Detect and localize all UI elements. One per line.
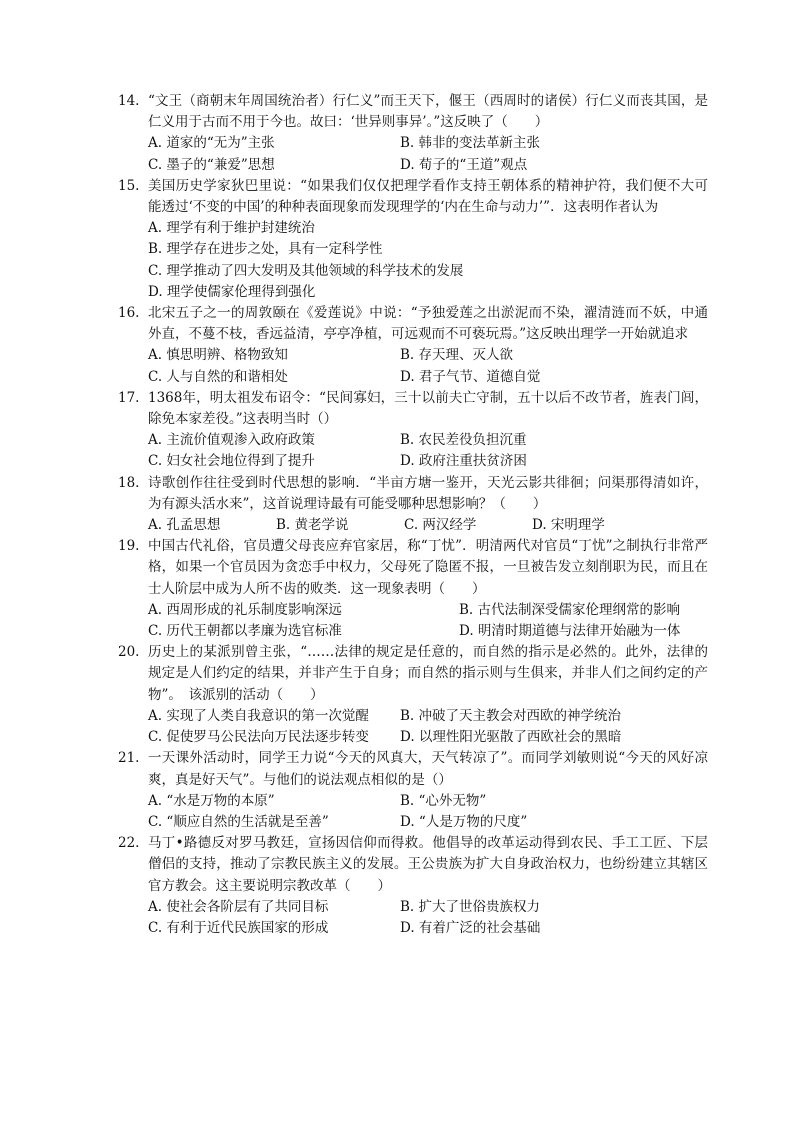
question-number: 14. xyxy=(118,93,140,109)
option-d: D. 政府注重扶贫济困 xyxy=(400,453,527,470)
option-d: D. 明清时期道德与法律开始融为一体 xyxy=(459,623,681,640)
options xyxy=(148,600,708,642)
question-stem: “文王（商朝末年周国统治者）行仁义”而王天下，偃王（西周时的诸侯）行仁义而丧其国，是仁义用于古而不用于今也。故曰：‘世异则事异’。”这反映了（ ） xyxy=(148,93,708,131)
question-number: 15. xyxy=(118,177,140,194)
option-a: A. 实现了人类自我意识的第一次觉醒 xyxy=(148,707,369,724)
option-a: A. 慎思明辨、格物致知 xyxy=(148,347,288,364)
question-stem: 北宋五子之一的周敦颐在《爱莲说》中说：“予独爱莲之出淤泥而不染，濯清涟而不妖，中通外直，不蔓不枝，香远益清，亭亭净植，可远观而不可亵玩焉。”这反映出理学一开始就追求 xyxy=(148,305,708,343)
option-c: C. 两汉经学 xyxy=(404,517,477,534)
option-d: D. “人是万物的尺度” xyxy=(400,813,528,830)
option-a: A. 理学有利于维护封建统治 xyxy=(148,220,315,237)
option-d: D. 荀子的“王道”观点 xyxy=(400,156,528,173)
option-b: B. 存天理、灭人欲 xyxy=(400,347,514,364)
options xyxy=(148,706,708,748)
option-b: B. 扩大了世俗贵族权力 xyxy=(400,898,541,915)
question-16 xyxy=(118,303,708,388)
option-a: A. 使社会各阶层有了共同目标 xyxy=(148,898,329,915)
option-c: C. “顺应自然的生活就是至善” xyxy=(148,813,329,830)
option-b: B. 农民差役负担沉重 xyxy=(400,432,527,449)
option-d: D. 理学使儒家伦理得到强化 xyxy=(148,283,316,300)
question-number: 21. xyxy=(118,750,140,767)
option-c: C. 妇女社会地位得到了提升 xyxy=(148,453,315,470)
question-stem: 马丁•路德反对罗马教廷，宣扬因信仰而得救。他倡导的改革运动得到农民、手工工匠、下层僧侣的支持，推动了宗教民族主义的发展。王公贵族为扩大自身政治权力，也纷纷建立其辖区官方教会。这主要说明宗教改革（ ） xyxy=(148,835,708,894)
options xyxy=(148,345,708,387)
option-c: C. 理学推动了四大发明及其他领域的科学技术的发展 xyxy=(148,262,464,279)
option-c: C. 墨子的“兼爱”思想 xyxy=(148,156,275,173)
question-number: 20. xyxy=(118,644,140,661)
question-number: 16. xyxy=(118,305,140,322)
question-stem: 美国历史学家狄巴里说：“如果我们仅仅把理学看作支持王朝体系的精神护符，我们便不大可能透过‘不变的中国’的种种表面现象而发现理学的‘内在生命与动力’”．这表明作者认为 xyxy=(148,177,708,216)
option-c: C. 促使罗马公民法向万民法逐步转变 xyxy=(148,729,369,746)
question-stem: 1368年，明太祖发布诏令：“民间寡妇，三十以前夫亡守制，五十以后不改节者，旌表门闾，除免本家差役。”这表明当时（） xyxy=(148,389,708,428)
question-22 xyxy=(118,833,708,939)
question-stem: 历史上的某派别曾主张，“……法律的规定是任意的，而自然的指示是必然的。此外，法律的规定是人们约定的结果，并非产生于自身；而自然的指示则与生俱来，并非人们之间约定的产物”。 该派别的活动（ ） xyxy=(148,644,708,703)
option-b: B. 古代法制深受儒家伦理纲常的影响 xyxy=(459,601,681,618)
question-stem: 中国古代礼俗，官员遭父母丧应弃官家居，称“丁忧”．明清两代对官员“丁忧”之制执行非常严格，如果一个官员因为贪恋手中权力，父母死了隐匿不报，一旦被告发立刻削职为民，而且在士人阶层中成为人所不齿的败类．这一现象表明（ ） xyxy=(148,538,708,597)
option-c: C. 人与自然的和谐相处 xyxy=(148,368,288,385)
option-a: A. 主流价值观渗入政府政策 xyxy=(148,432,315,449)
option-a: A. 道家的“无为”主张 xyxy=(148,135,275,152)
option-d: D. 以理性阳光驱散了西欧社会的黑暗 xyxy=(400,729,622,746)
option-b: B. 黄老学说 xyxy=(276,517,349,534)
option-d: D. 宋明理学 xyxy=(532,517,605,534)
question-20 xyxy=(118,642,708,748)
option-a: A. “水是万物的本原” xyxy=(148,792,275,809)
question-14 xyxy=(118,91,708,176)
option-c: C. 有利于近代民族国家的形成 xyxy=(148,919,329,936)
option-d: D. 君子气节、道德自觉 xyxy=(400,368,541,385)
question-18 xyxy=(118,473,708,537)
question-number: 18. xyxy=(118,474,140,491)
question-15 xyxy=(118,176,708,303)
options xyxy=(148,218,708,303)
question-number: 17. xyxy=(118,389,140,406)
question-17 xyxy=(118,388,708,473)
option-a: A. 孔孟思想 xyxy=(148,517,221,534)
option-b: B. 冲破了天主教会对西欧的神学统治 xyxy=(400,707,622,724)
option-d: D. 有着广泛的社会基础 xyxy=(400,919,541,936)
options xyxy=(148,430,708,472)
option-a: A. 西周形成的礼乐制度影响深远 xyxy=(148,601,342,618)
option-b: B. 韩非的变法革新主张 xyxy=(400,135,541,152)
question-stem: 诗歌创作往往受到时代思想的影响．“半亩方塘一鉴开，天光云影共徘徊；问渠那得清如许，为有源头活水来”，这首说理诗最有可能受哪种思想影响？（ ） xyxy=(148,474,708,512)
question-number: 19. xyxy=(118,538,140,555)
question-stem: 一天课外活动时，同学王力说“今天的风真大，天气转凉了”。而同学刘敏则说“今天的风好凉爽，真是好天气”。与他们的说法观点相似的是（） xyxy=(148,750,708,788)
question-19 xyxy=(118,536,708,642)
options xyxy=(148,515,708,536)
options xyxy=(148,133,708,175)
options xyxy=(148,897,708,939)
option-b: B. “心外无物” xyxy=(400,792,487,809)
question-21 xyxy=(118,748,708,833)
option-b: B. 理学存在进步之处，具有一定科学性 xyxy=(148,241,383,258)
question-number: 22. xyxy=(118,835,140,852)
options xyxy=(148,791,708,833)
exam-page xyxy=(118,91,708,939)
option-c: C. 历代王朝都以孝廉为选官标准 xyxy=(148,623,342,640)
